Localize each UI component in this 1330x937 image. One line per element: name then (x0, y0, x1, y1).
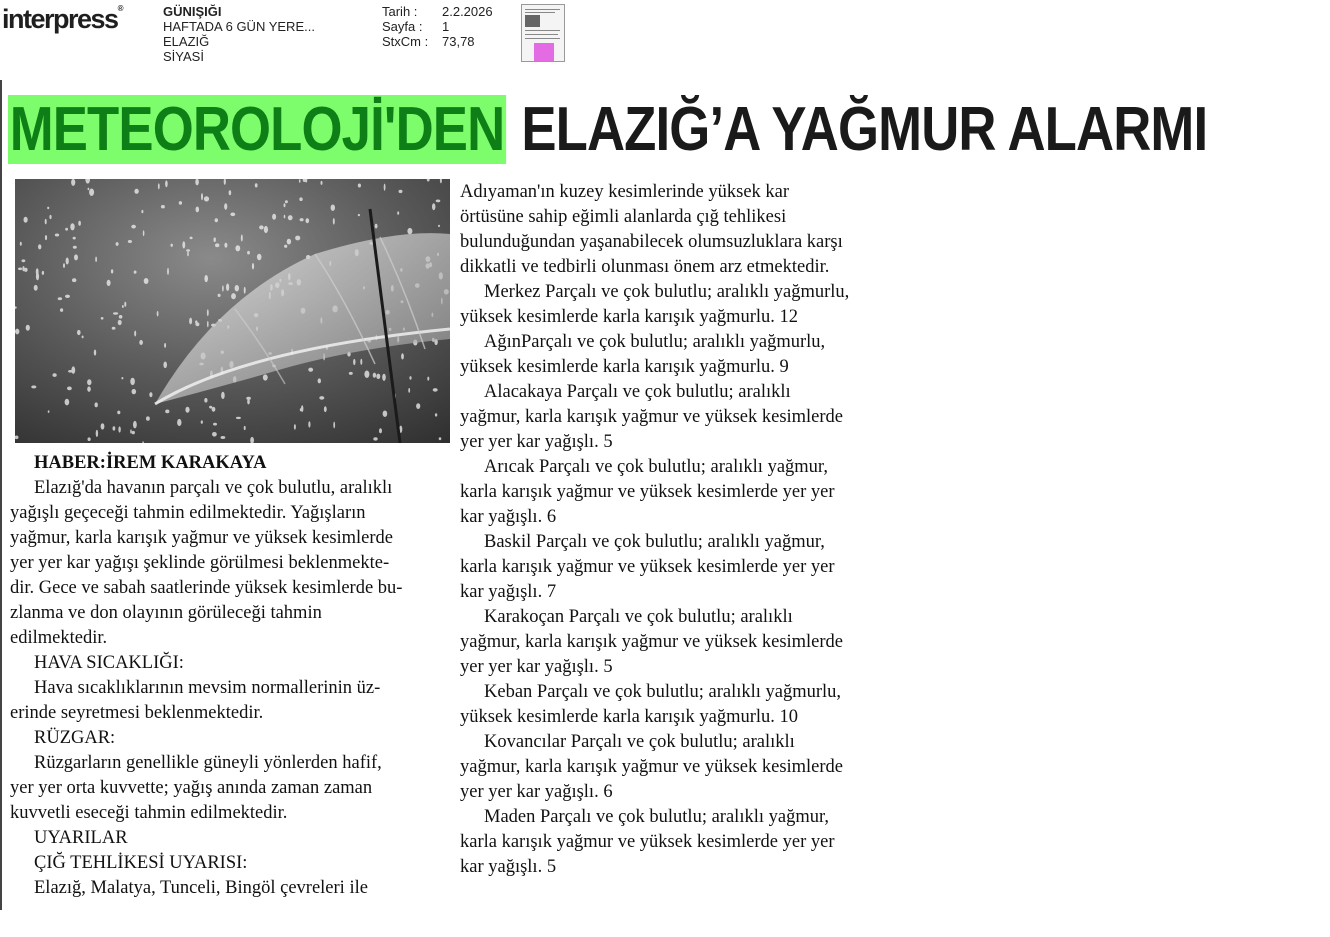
text-line: Hava sıcaklıklarının mevsim normallerinin üz- (34, 678, 381, 698)
text-line: karla karışık yağmur ve yüksek kesimlerde yer yer (460, 557, 835, 577)
text-line: yer yer kar yağışlı. 6 (460, 782, 613, 802)
text-line: Arıcak Parçalı ve çok bulutlu; aralıklı yağmur, (484, 457, 828, 477)
text-line: Alacakaya Parçalı ve çok bulutlu; aralıklı (484, 382, 791, 402)
text-line: yer yer kar yağışlı. 5 (460, 432, 613, 452)
article-headline (8, 92, 1207, 168)
text-line: dikkatli ve tedbirli olunması önem arz etmektedir. (460, 257, 830, 277)
text-line: Adıyaman'ın kuzey kesimlerinde yüksek kar (460, 182, 790, 202)
text-line: yağışlı geçeceği tahmin edilmektedir. Yağışların (10, 503, 366, 523)
text-line: yüksek kesimlerde karla karışık yağmurlu. 10 (460, 707, 799, 727)
text-line: Elazığ, Malatya, Tunceli, Bingöl çevreleri ile (34, 878, 368, 898)
publication-city: ELAZIĞ (163, 34, 210, 49)
text-line: dir. Gece ve sabah saatlerinde yüksek kesimlerde bu- (10, 578, 403, 598)
article-column-right (460, 180, 900, 880)
interpress-logo: interpress® (2, 4, 124, 34)
text-line: kar yağışlı. 7 (460, 582, 557, 602)
text-line: yağmur, karla karışık yağmur ve yüksek kesimlerde (10, 528, 394, 548)
clipping-meta (382, 4, 493, 49)
text-line: Baskil Parçalı ve çok bulutlu; aralıklı yağmur, (484, 532, 825, 552)
text-line: karla karışık yağmur ve yüksek kesimlerde yer yer (460, 482, 835, 502)
text-line: erinde seyretmesi beklenmektedir. (10, 703, 264, 723)
text-line: ÇIĞ TEHLİKESİ UYARISI: (34, 853, 248, 873)
publication-info (163, 4, 315, 64)
text-line: HAVA SICAKLIĞI: (34, 653, 184, 673)
meta-row-stxcm: StxCm : 73,78 (382, 34, 475, 49)
text-line: Rüzgarların genellikle güneyli yönlerden hafif, (34, 753, 382, 773)
page-thumbnail[interactable] (521, 4, 565, 62)
text-line: yer yer orta kuvvette; yağış anında zaman zaman (10, 778, 373, 798)
text-line: HABER:İREM KARAKAYA (34, 453, 267, 473)
text-line: yer yer kar yağışı şeklinde görülmesi beklenmekte- (10, 553, 390, 573)
headline-highlight: METEOROLOJİ'DEN (9, 95, 505, 164)
article-column-left (10, 451, 455, 901)
text-line: yer yer kar yağışlı. 5 (460, 657, 613, 677)
text-line: Karakoçan Parçalı ve çok bulutlu; aralıklı (484, 607, 793, 627)
text-line: kar yağışlı. 5 (460, 857, 557, 877)
text-line: Merkez Parçalı ve çok bulutlu; aralıklı yağmurlu, (484, 282, 850, 302)
text-line: bulunduğundan yaşanabilecek olumsuzluklara karşı (460, 232, 843, 252)
text-line: yağmur, karla karışık yağmur ve yüksek kesimlerde (460, 632, 844, 652)
text-line: Maden Parçalı ve çok bulutlu; aralıklı yağmur, (484, 807, 830, 827)
text-line: örtüsüne sahip eğimli alanlarda çığ tehlikesi (460, 207, 787, 227)
text-line: kuvvetli eseceği tahmin edilmektedir. (10, 803, 288, 823)
text-line: Keban Parçalı ve çok bulutlu; aralıklı yağmurlu, (484, 682, 842, 702)
text-line: RÜZGAR: (34, 728, 116, 748)
text-line: yüksek kesimlerde karla karışık yağmurlu. 9 (460, 357, 789, 377)
text-line: Elazığ'da havanın parçalı ve çok bulutlu, aralıklı (34, 478, 393, 498)
meta-row-date: Tarih : 2.2.2026 (382, 4, 493, 19)
text-line: yüksek kesimlerde karla karışık yağmurlu. 12 (460, 307, 799, 327)
publication-name: GÜNIŞIĞI (163, 4, 222, 19)
text-line: yağmur, karla karışık yağmur ve yüksek kesimlerde (460, 757, 844, 777)
text-line: edilmektedir. (10, 628, 108, 648)
text-line: karla karışık yağmur ve yüksek kesimlerde yer yer (460, 832, 835, 852)
text-line: zlanma ve don olayının görüleceği tahmin (10, 603, 322, 623)
headline-rest: ELAZIĞ’A YAĞMUR ALARMI (521, 95, 1208, 164)
text-line: kar yağışlı. 6 (460, 507, 557, 527)
text-line: UYARILAR (34, 828, 128, 848)
text-line: AğınParçalı ve çok bulutlu; aralıklı yağmurlu, (484, 332, 826, 352)
page-value: 1 (442, 19, 450, 34)
stxcm-value: 73,78 (442, 34, 475, 49)
date-value: 2.2.2026 (442, 4, 493, 19)
text-line: Kovancılar Parçalı ve çok bulutlu; aralıklı (484, 732, 795, 752)
text-line: yağmur, karla karışık yağmur ve yüksek kesimlerde (460, 407, 844, 427)
publication-category: SİYASİ (163, 49, 204, 64)
left-margin-rule (0, 80, 2, 910)
publication-frequency: HAFTADA 6 GÜN YERE... (163, 19, 315, 34)
umbrella-rain-photo (15, 179, 450, 443)
meta-row-page: Sayfa : 1 (382, 19, 450, 34)
